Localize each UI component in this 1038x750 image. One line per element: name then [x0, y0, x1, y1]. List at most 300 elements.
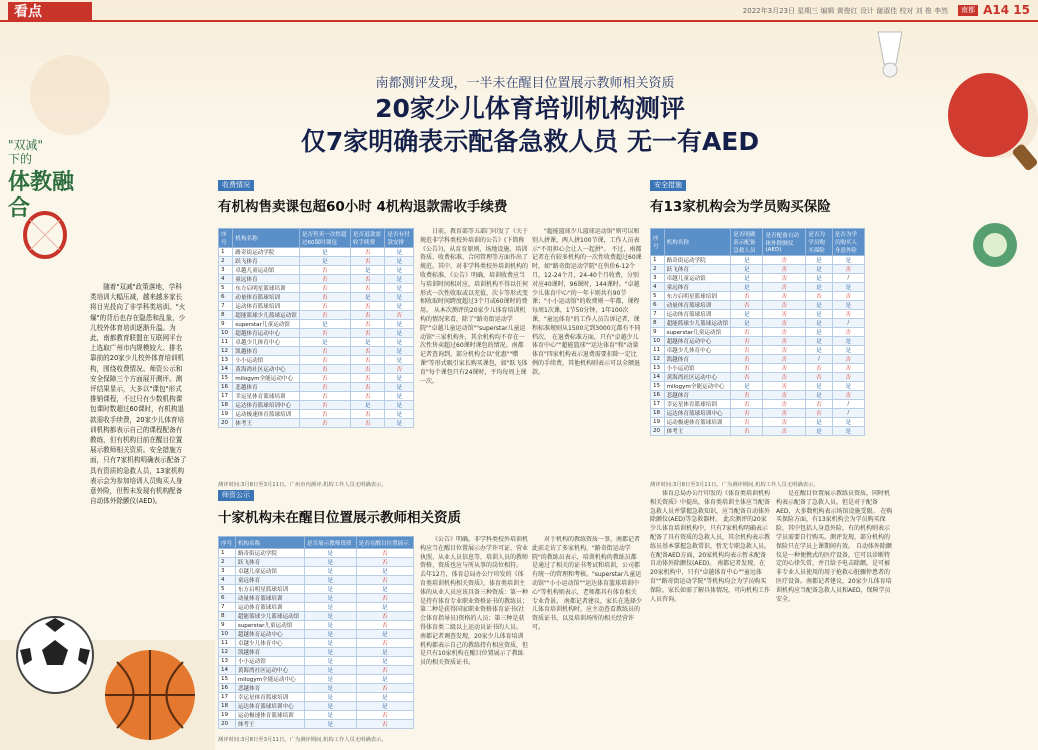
institution-name: superstar儿童运动馆 [664, 328, 731, 337]
table-cell: 是 [731, 256, 763, 265]
column-tag-2: 下的 [8, 152, 33, 166]
row-index: 20 [219, 419, 233, 428]
section-tag-safety: 安全措施 [650, 180, 686, 191]
row-index: 14 [651, 373, 665, 382]
table-cell: 否 [350, 410, 385, 419]
institution-name: 童远体育 [235, 576, 304, 585]
teachers-body-col1 [420, 536, 528, 741]
row-index: 10 [219, 329, 233, 338]
institution-name: 运动体育篮球培训 [235, 603, 304, 612]
column-tag-1: "双减" [8, 138, 44, 152]
table-row [219, 549, 414, 558]
institution-name: 超越体育运动中心 [664, 337, 731, 346]
table-cell: 是 [832, 346, 864, 355]
table-cell: 是 [731, 382, 763, 391]
table-cell: 否 [299, 284, 350, 293]
row-index: 19 [651, 418, 665, 427]
table-cell: 否 [763, 337, 806, 346]
row-index: 11 [219, 338, 233, 347]
table-cell: 否 [299, 356, 350, 365]
row-index: 2 [219, 257, 233, 266]
row-index: 1 [219, 248, 233, 257]
table-cell: 是 [385, 419, 414, 428]
table-cell: 是 [350, 293, 385, 302]
table-cell: 否 [832, 391, 864, 400]
row-index: 12 [219, 347, 233, 356]
institution-name: 超能篮球少儿篮球运动馆 [664, 319, 731, 328]
teachers-col-header: 机构名称 [235, 537, 304, 549]
table-cell: 是 [385, 257, 414, 266]
row-index: 15 [651, 382, 665, 391]
table-cell: 是 [356, 693, 413, 702]
table-cell: 否 [350, 311, 385, 320]
table-cell: 否 [356, 558, 413, 567]
table-cell: 否 [350, 329, 385, 338]
institution-name: 童远体育 [664, 283, 731, 292]
row-index: 11 [651, 346, 665, 355]
table-row [651, 418, 865, 427]
row-index: 16 [219, 684, 236, 693]
table-cell: 是 [385, 401, 414, 410]
institution-name: 黄海湾社区运动中心 [233, 365, 300, 374]
table-cell: 是 [806, 391, 832, 400]
institution-name: 跃飞体育 [235, 558, 304, 567]
row-index: 3 [219, 266, 233, 275]
row-index: 2 [651, 265, 665, 274]
row-index: 1 [219, 549, 236, 558]
table-row [651, 400, 865, 409]
table-cell: 是 [304, 594, 356, 603]
row-index: 9 [219, 621, 236, 630]
table-row [219, 275, 414, 284]
institution-name: 运动体育篮球培训 [233, 302, 300, 311]
row-index: 3 [651, 274, 665, 283]
table-row [219, 675, 414, 684]
teachers-table [218, 536, 414, 729]
row-index: 18 [651, 409, 665, 418]
teachers-body-col2 [532, 536, 642, 741]
table-cell: 否 [299, 347, 350, 356]
table-row [219, 558, 414, 567]
institution-name: 路奇街运动学院 [233, 248, 300, 257]
table-cell: 是 [385, 293, 414, 302]
row-index: 13 [219, 657, 236, 666]
institution-name: 运动体育篮球培训 [664, 310, 731, 319]
row-index: 1 [651, 256, 665, 265]
table-row [219, 320, 414, 329]
table-cell: 否 [763, 382, 806, 391]
section-title-fees: 有机构售卖课包超60小时 4机构退款需收手续费 [218, 199, 508, 215]
table-row [219, 567, 414, 576]
table-cell: 是 [385, 302, 414, 311]
table-row [219, 648, 414, 657]
table-cell: / [832, 400, 864, 409]
table-cell: 否 [832, 310, 864, 319]
row-index: 20 [651, 427, 665, 436]
table-cell: 是 [806, 301, 832, 310]
safety-table-source: 测评时间:3月8日至3月11日。广为测评期间,机构工作人员无明确表示。 [650, 482, 819, 488]
safety-body-col1 [650, 490, 770, 740]
row-index: 9 [651, 328, 665, 337]
institution-name: 幸运星体育篮球培训 [235, 693, 304, 702]
institution-name: 运达体育篮球培训中心 [233, 401, 300, 410]
table-cell: 否 [731, 409, 763, 418]
table-cell: 否 [350, 275, 385, 284]
row-index: 18 [219, 702, 236, 711]
table-cell: 否 [832, 373, 864, 382]
institution-name: 幸运星体育篮球培训 [664, 400, 731, 409]
table-cell: 是 [304, 549, 356, 558]
row-index: 12 [651, 355, 665, 364]
table-cell: 否 [350, 374, 385, 383]
institution-name: 体考王 [235, 720, 304, 729]
institution-name: 黄海湾社区运动中心 [235, 666, 304, 675]
table-cell: 是 [304, 666, 356, 675]
table-cell: 否 [356, 666, 413, 675]
paper-badge: 南都 [958, 5, 978, 16]
table-row [219, 284, 414, 293]
table-cell: 否 [763, 265, 806, 274]
table-cell: 否 [763, 256, 806, 265]
table-row [651, 265, 865, 274]
institution-name: 童远体育 [233, 275, 300, 284]
table-row [219, 639, 414, 648]
table-cell: 否 [350, 365, 385, 374]
table-row [651, 274, 865, 283]
table-row [219, 576, 414, 585]
table-cell: 是 [304, 621, 356, 630]
table-cell: 是 [304, 603, 356, 612]
table-cell: 否 [763, 346, 806, 355]
table-cell: 否 [299, 410, 350, 419]
page-number: A14 15 [983, 3, 1030, 17]
row-index: 2 [219, 558, 236, 567]
table-cell: 否 [299, 383, 350, 392]
table-cell: 是 [304, 702, 356, 711]
table-row [219, 621, 414, 630]
table-cell: 是 [350, 266, 385, 275]
table-cell: 否 [299, 374, 350, 383]
table-cell: 否 [832, 265, 864, 274]
soccer-ball-icon [10, 610, 100, 700]
table-cell: 否 [832, 328, 864, 337]
page-header [0, 0, 1038, 22]
section-title-safety: 有13家机构会为学员购买保险 [650, 199, 831, 215]
institution-name: 运达体育篮球培训中心 [235, 702, 304, 711]
row-index: 7 [651, 310, 665, 319]
row-index: 19 [219, 711, 236, 720]
institution-name: 卓越少儿体育中心 [233, 338, 300, 347]
institution-name: 运动极速体育篮球培训 [233, 410, 300, 419]
table-cell: 否 [350, 320, 385, 329]
table-cell: 是 [385, 266, 414, 275]
institution-name: milogym全能运动中心 [664, 382, 731, 391]
fees-body-text-2: "超能篮球少儿篮球运动馆"则可以和别人拼课，两人拼100节课，工作人员表示"不用担心会让人一起拼"。 不过，南都记者在有较多机构的一次性收费超过60课时，如"路奇街运动学院"在售价6-12个月，12-24个月，24-40个月收费，分别对应40课时，96课时，144课时。"卓越少儿体育中心"的一年卡则共有90节课；"小小运动馆"的收费则一年都，课程每周1次课，1节50分钟，1年100次课，"童远体育"的工作人员告诉记者，课程标准规则从1500元到3000元都有不同档次。 在退费标准方面，只有"卓越少儿体育中心""超能篮球""运达体育"和"动量体育"四家机构表示退费需要扣除一定比例的手续费，其他机构则表示可以全额退款。 [532, 228, 642, 376]
table-cell: 否 [832, 355, 864, 364]
table-row [651, 292, 865, 301]
table-row [651, 301, 865, 310]
table-cell: 是 [356, 585, 413, 594]
teachers-col-header: 是否展示教师资质 [304, 537, 356, 549]
institution-name: 黄海湾社区运动中心 [664, 373, 731, 382]
table-row [219, 248, 414, 257]
table-cell: 是 [299, 320, 350, 329]
institution-name: 小小运动馆 [235, 657, 304, 666]
column-title [8, 138, 78, 222]
table-cell: 是 [731, 319, 763, 328]
institution-name: 幸运星体育篮球培训 [233, 392, 300, 401]
row-index: 8 [651, 319, 665, 328]
table-cell: 否 [731, 328, 763, 337]
table-cell: 是 [806, 337, 832, 346]
table-cell: 否 [731, 292, 763, 301]
institution-name: superstar儿童运动馆 [233, 320, 300, 329]
table-row [219, 392, 414, 401]
institution-name: milogym全能运动中心 [235, 675, 304, 684]
table-cell: 是 [304, 558, 356, 567]
institution-name: 东方启明星篮球培训 [664, 292, 731, 301]
table-cell: 是 [806, 283, 832, 292]
table-cell: 是 [304, 639, 356, 648]
fees-table [218, 228, 414, 428]
table-cell: 是 [806, 418, 832, 427]
table-cell: 是 [299, 248, 350, 257]
institution-name: 运动极速体育篮球培训 [235, 711, 304, 720]
headline-kicker: 南都测评发现，一半未在醒目位置展示教师相关资质 [375, 76, 675, 91]
table-cell: 否 [763, 283, 806, 292]
section-tag-fees: 收费情况 [218, 180, 254, 191]
table-cell: 是 [731, 310, 763, 319]
fees-body-col1 [420, 228, 528, 478]
institution-name: 悲越体育 [235, 684, 304, 693]
table-cell: 是 [731, 265, 763, 274]
table-cell: 是 [304, 630, 356, 639]
table-cell: 否 [350, 284, 385, 293]
row-index: 14 [219, 666, 236, 675]
institution-name: 东方启明星篮球培训 [235, 585, 304, 594]
row-index: 5 [651, 292, 665, 301]
table-cell: 是 [299, 338, 350, 347]
institution-name: 动量体育篮球培训 [233, 293, 300, 302]
table-cell: 否 [299, 293, 350, 302]
trophy-icon [960, 215, 1030, 295]
fees-col-header: 是否售卖一次性超过60课时课包 [299, 229, 350, 248]
institution-name: 卓越儿童运动馆 [235, 567, 304, 576]
table-row [219, 666, 414, 675]
row-index: 15 [219, 675, 236, 684]
teachers-table-source: 测评时间:3月8日至3月11日。广为测评期间,机构工作人员无明确表示。 [218, 737, 387, 743]
table-cell: 是 [385, 347, 414, 356]
table-cell: 是 [385, 338, 414, 347]
table-cell: 否 [731, 301, 763, 310]
table-row [219, 720, 414, 729]
section-title-teachers: 十家机构未在醒目位置展示教师相关资质 [218, 510, 461, 526]
table-row [219, 419, 414, 428]
table-row [219, 594, 414, 603]
table-cell: 否 [832, 364, 864, 373]
table-cell: 否 [350, 302, 385, 311]
institution-name: 凯越体育 [233, 347, 300, 356]
row-index: 3 [219, 567, 236, 576]
table-cell: 是 [385, 383, 414, 392]
table-cell: 是 [304, 585, 356, 594]
row-index: 7 [219, 603, 236, 612]
row-index: 16 [219, 383, 233, 392]
table-row [219, 347, 414, 356]
table-cell: 是 [356, 630, 413, 639]
shuttlecock-icon [870, 30, 910, 90]
table-cell: 否 [731, 373, 763, 382]
table-cell: 否 [763, 427, 806, 436]
table-cell: 否 [763, 292, 806, 301]
headline-line-2: 仅7家明确表示配备急救人员 无一有AED [300, 127, 760, 156]
table-cell: / [832, 274, 864, 283]
table-row [651, 427, 865, 436]
table-row [219, 383, 414, 392]
row-index: 17 [219, 392, 233, 401]
row-index: 9 [219, 320, 233, 329]
institution-name: 卓越少儿体育中心 [664, 346, 731, 355]
fees-col-header: 序号 [219, 229, 233, 248]
table-cell: 否 [356, 639, 413, 648]
row-index: 5 [219, 284, 233, 293]
table-row [219, 410, 414, 419]
table-row [651, 337, 865, 346]
table-cell: 是 [806, 310, 832, 319]
table-cell: 是 [304, 693, 356, 702]
table-cell: 否 [731, 337, 763, 346]
safety-col-header: 是否为学员购买保险 [806, 229, 832, 256]
table-cell: 否 [356, 549, 413, 558]
table-cell: / [806, 355, 832, 364]
table-cell: 否 [356, 621, 413, 630]
headline-line-1: 20家少儿体育培训机构测评 [375, 94, 685, 123]
table-cell: 是 [806, 346, 832, 355]
table-row [651, 364, 865, 373]
table-row [651, 256, 865, 265]
table-cell: 否 [356, 720, 413, 729]
table-cell: 否 [763, 274, 806, 283]
table-cell: 否 [763, 418, 806, 427]
table-row [219, 266, 414, 275]
row-index: 10 [651, 337, 665, 346]
table-cell: 否 [806, 364, 832, 373]
table-cell: 是 [356, 702, 413, 711]
safety-col-header: 是否明确表示配备急救人员 [731, 229, 763, 256]
table-row [219, 684, 414, 693]
institution-name: 卓越儿童运动馆 [233, 266, 300, 275]
table-cell: 否 [299, 365, 350, 374]
table-cell: 否 [763, 310, 806, 319]
institution-name: 路奇街运动学院 [664, 256, 731, 265]
table-cell: 否 [731, 400, 763, 409]
table-cell: 是 [731, 274, 763, 283]
table-row [219, 293, 414, 302]
table-cell: 是 [356, 648, 413, 657]
institution-name: 悲越体育 [664, 391, 731, 400]
table-cell: 是 [832, 427, 864, 436]
fees-col-header: 机构名称 [233, 229, 300, 248]
safety-col-header: 机构名称 [664, 229, 731, 256]
table-cell: 是 [806, 319, 832, 328]
row-index: 10 [219, 630, 236, 639]
safety-table [650, 228, 865, 436]
table-cell: 是 [385, 320, 414, 329]
table-row [219, 585, 414, 594]
table-cell: / [832, 409, 864, 418]
row-index: 5 [219, 585, 236, 594]
institution-name: 超能篮球少儿篮球运动馆 [233, 311, 300, 320]
institution-name: 卓越少儿体育中心 [235, 639, 304, 648]
table-cell: 否 [731, 391, 763, 400]
table-cell: 是 [385, 356, 414, 365]
table-cell: 是 [832, 418, 864, 427]
row-index: 7 [219, 302, 233, 311]
table-cell: 是 [385, 329, 414, 338]
institution-name: 超越体育运动中心 [235, 630, 304, 639]
table-cell: 否 [806, 292, 832, 301]
table-cell: 否 [299, 419, 350, 428]
row-index: 16 [651, 391, 665, 400]
fees-body-text-1: 日前，教育部等五部门印发了《关于规范非学科类校外培训的公告》(下简称《公告》)，从育育原则、场地设施、培训资质、收费标准、合同管理等方面作出了规范。其中，对非学科类校外培训机构的收费标准，《公告》明确，培训收费应当与培训时间相对应，培训机构不得以任何形式一次性收取或以充值、次卡等形式变相收取时间跨度超过3个月或60课时的费用。 从本次测评的20家少儿体育培训机构的情况来看，除了"路奇街运动学院""卓越儿童运动馆""superstar儿童运动馆"三家机构外，其余机构均不存在一次性售卖超过60课时课包的情况。南都记者查询到，部分机构会以"优惠""赠课"等形式吸引家长购买课包，如"跃飞体育"每个课包只有24课时，平均每周上课一次。 [420, 228, 528, 385]
row-index: 13 [651, 364, 665, 373]
row-index: 4 [219, 275, 233, 284]
institution-name: 跃飞体育 [664, 265, 731, 274]
safety-col-header: 是否为学员购买人身意外险 [832, 229, 864, 256]
table-cell: 否 [763, 409, 806, 418]
table-cell: 否 [356, 711, 413, 720]
fees-table-source: 测评时间:3月8日至3月11日。广州市内测评,机构工作人员无明确表示。 [218, 482, 387, 488]
basketball-icon [95, 640, 205, 745]
table-cell: 否 [763, 373, 806, 382]
teachers-body-text-1: 《公告》明确，非学科类校外培训机构应当在醒目位置展示办学许可证、营业执照、从业人员信息等，培训人员的教师资格、资质也应与所从事的岗位相符。 去年12月，体育总局办公厅印发的《体育类培训机构相关资质》，体育类培训主体的从业人员应该具备三种资质：第一种是持有体育专业职业资格证书的教练员；第二种是获得国家职业资格体育证书(社会体育指导员)资格的人员；第三种是获得体育类二级以上运动员证书的人员。 南都记者调查发现，20家少儿体育培训机构都表示自己的教练持有相应资质，但是只有10家机构在醒目位置展示了教练员的相关资质证书。 [420, 536, 528, 667]
table-cell: 是 [806, 427, 832, 436]
institution-name: 卓越儿童运动馆 [664, 274, 731, 283]
table-cell: 否 [385, 311, 414, 320]
institution-name: 动量体育篮球培训 [235, 594, 304, 603]
institution-name: 超越体育运动中心 [233, 329, 300, 338]
table-row [219, 711, 414, 720]
table-row [219, 603, 414, 612]
row-index: 11 [219, 639, 236, 648]
fees-body-col2 [532, 228, 642, 478]
lead-text: 随着"双减"政策落地，学科类培训大幅压减，越来越多家长将目光投向了非学科类培训。"火爆"的背后也存在隐患和乱象，少儿校外体育培训逐渐升温。为此，南都教育联盟在互联网平台上选取广州市内规模较大、排名靠前的20家少儿校外体育培训机构，围绕收费情况、师资公示和安全保障三个方面展开测评。测评结果显示，大多以"课包"形式推销课程，不过只有少数机构课包课时数超过60课时，有机构退款需收手续费，20家少儿体育培训机构都表示自己的课程配备有教练，但有机构目前在醒目位置展示教师相关资质。安全措施方面，只有7家机构明确表示配备了具有资质的急救人员，13家机构表示会为参加培训人员购买人身意外险，但暂未发现有机构配备自动体外除颤仪(AED)。 [90, 283, 187, 506]
table-row [219, 257, 414, 266]
table-cell: 是 [385, 275, 414, 284]
table-cell: 否 [763, 400, 806, 409]
institution-name: 运动极速体育篮球培训 [664, 418, 731, 427]
teachers-body-text-2: 对于机构的教练资质一事，南都记者此前走访了多家机构，"路奇街运动学院"的教练员表示，培训机构的教练员都是通过了相关的证书考试和培训，公司都有统一的管理和考核。"superstar儿童运动馆""小小运动馆""运达体育篮球培训中心"等机构则表示，老师都具有体育相关专业背景。 南都记者建议，家长在选择少儿体育培训机构时，应主动查看教练员的资质证书，以及培训场所的相关经营许可。 [532, 536, 642, 631]
fees-col-header: 是否有付款安排 [385, 229, 414, 248]
table-row [651, 310, 865, 319]
table-cell: 否 [299, 401, 350, 410]
teachers-col-header: 序号 [219, 537, 236, 549]
table-cell: 否 [356, 576, 413, 585]
table-cell: 是 [806, 256, 832, 265]
lead-paragraph [90, 282, 188, 506]
table-cell: 否 [763, 364, 806, 373]
table-cell: 否 [299, 266, 350, 275]
table-cell: 否 [356, 684, 413, 693]
row-index: 4 [219, 576, 236, 585]
table-cell: 是 [304, 648, 356, 657]
table-cell: 是 [356, 567, 413, 576]
institution-name: 体考王 [233, 419, 300, 428]
table-cell: 是 [356, 603, 413, 612]
table-row [651, 346, 865, 355]
table-cell: 是 [304, 567, 356, 576]
table-cell: 否 [356, 612, 413, 621]
